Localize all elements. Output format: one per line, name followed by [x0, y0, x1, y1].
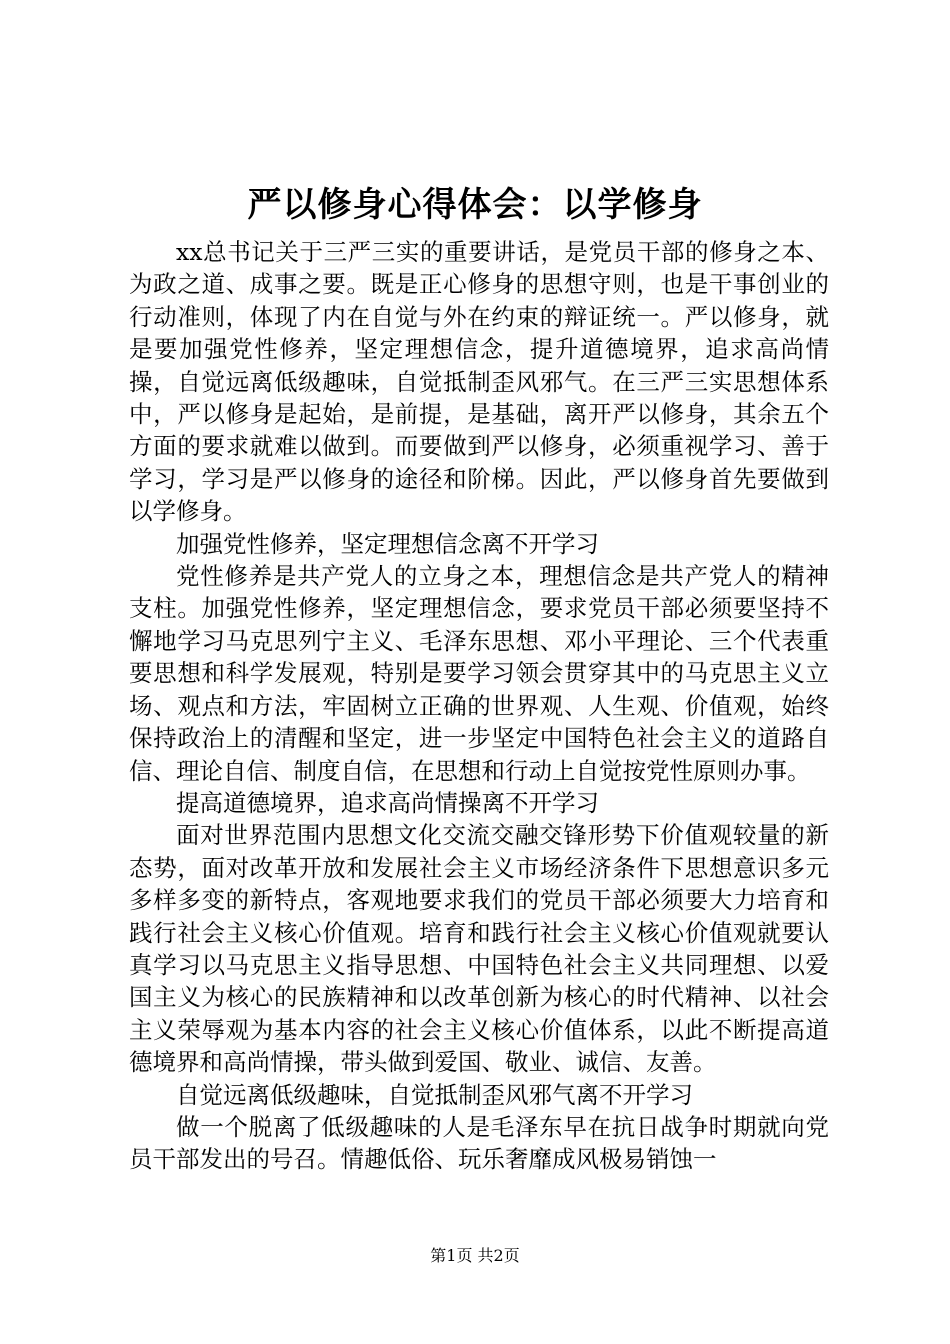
paragraph-intro: xx总书记关于三严三实的重要讲话，是党员干部的修身之本、为政之道、成事之要。既是正心修身的思想守则，也是干事创业的行动准则，体现了内在自觉与外在约束的辩证统一。严以修身，就是要加强党性修养，坚定理想信念，提升道德境界，追求高尚情操，自觉远离低级趣味，自觉抵制歪风邪气。在三严三实思想体系中，严以修身是起始，是前提，是基础，离开严以修身，其余五个方面的要求就难以做到。而要做到严以修身，必须重视学习、善于学习，学习是严以修身的途径和阶梯。因此，严以修身首先要做到以学修身。 [129, 238, 829, 526]
paragraph-moral-realm: 面对世界范围内思想文化交流交融交锋形势下价值观较量的新态势，面对改革开放和发展社会主义市场经济条件下思想意识多元多样多变的新特点，客观地要求我们的党员干部必须要大力培育和践行社会主义核心价值观。培育和践行社会主义核心价值观就要认真学习以马克思主义指导思想、中国特色社会主义共同理想、以爱国主义为核心的民族精神和以改革创新为核心的时代精神、以社会主义荣辱观为基本内容的社会主义核心价值体系，以此不断提高道德境界和高尚情操，带头做到爱国、敬业、诚信、友善。 [129, 821, 829, 1077]
paragraph-low-taste: 做一个脱离了低级趣味的人是毛泽东早在抗日战争时期就向党员干部发出的号召。情趣低俗、玩乐奢靡成风极易销蚀一 [129, 1112, 829, 1174]
section-heading-moral-realm: 提高道德境界，追求高尚情操离不开学习 [176, 788, 599, 817]
section-heading-low-taste: 自觉远离低级趣味，自觉抵制歪风邪气离不开学习 [176, 1080, 693, 1109]
paragraph-party-spirit: 党性修养是共产党人的立身之本，理想信念是共产党人的精神支柱。加强党性修养，坚定理想信念，要求党员干部必须要坚持不懈地学习马克思列宁主义、毛泽东思想、邓小平理论、三个代表重要思想和科学发展观，特别是要学习领会贯穿其中的马克思主义立场、观点和方法，牢固树立正确的世界观、人生观、价值观，始终保持政治上的清醒和坚定，进一步坚定中国特色社会主义的道路自信、理论自信、制度自信，在思想和行动上自觉按党性原则办事。 [129, 562, 829, 785]
document-title: 严以修身心得体会：以学修身 [247, 185, 703, 225]
document-body [129, 236, 829, 1176]
section-heading-party-spirit: 加强党性修养，坚定理想信念离不开学习 [176, 529, 599, 558]
page-number-footer: 第1页 共2页 [430, 1246, 520, 1265]
